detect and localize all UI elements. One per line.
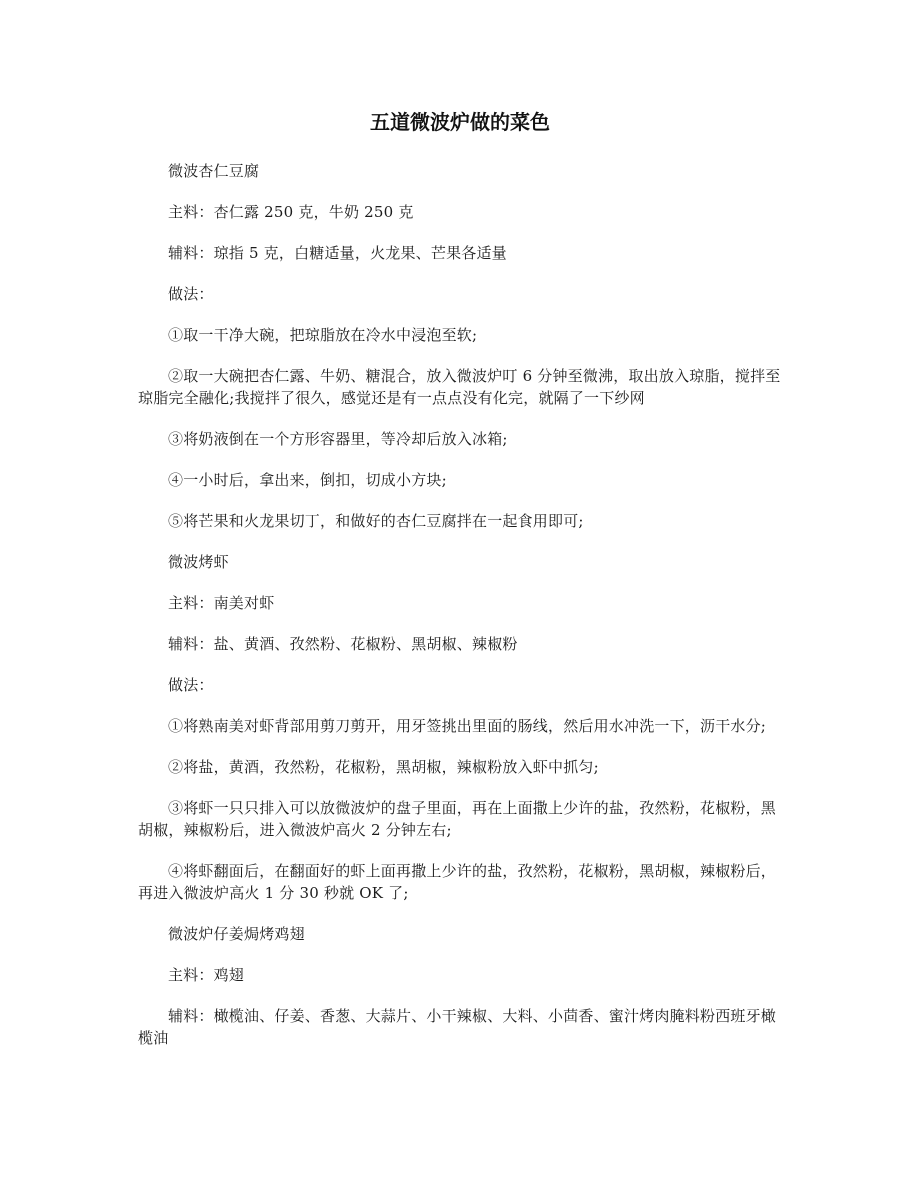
step-paragraph: ①取一干净大碗，把琼脂放在冷水中浸泡至软; xyxy=(168,326,478,344)
method-label: 做法： xyxy=(168,285,214,303)
section-heading-almond-tofu: 微波杏仁豆腐 xyxy=(168,162,260,180)
section-heading-shrimp: 微波烤虾 xyxy=(168,553,229,571)
step-paragraph: ②将盐，黄酒，孜然粉，花椒粉，黑胡椒，辣椒粉放入虾中抓匀; xyxy=(168,758,599,776)
step-paragraph: ④将虾翻面后，在翻面好的虾上面再撒上少许的盐，孜然粉，花椒粉，黑胡椒，辣椒粉后，再进入微波炉高火 1 分 30 秒就 OK 了; xyxy=(138,862,777,902)
section-heading-chicken-wings: 微波炉仔姜焗烤鸡翅 xyxy=(168,925,305,943)
step-paragraph: ③将奶液倒在一个方形容器里，等冷却后放入冰箱; xyxy=(168,430,508,448)
method-label: 做法： xyxy=(168,676,214,694)
auxiliary-ingredients: 辅料：橄榄油、仔姜、香葱、大蒜片、小干辣椒、大料、小茴香、蜜汁烤肉腌料粉西班牙橄榄油 xyxy=(138,1007,777,1047)
main-ingredients: 主料：南美对虾 xyxy=(168,594,275,612)
main-ingredients: 主料：杏仁露 250 克，牛奶 250 克 xyxy=(168,203,414,221)
main-ingredients: 主料：鸡翅 xyxy=(168,966,245,984)
step-paragraph: ④一小时后，拿出来，倒扣，切成小方块; xyxy=(168,471,447,489)
step-paragraph: ①将熟南美对虾背部用剪刀剪开，用牙签挑出里面的肠线，然后用水冲洗一下，沥干水分; xyxy=(168,717,767,735)
step-paragraph: ③将虾一只只排入可以放微波炉的盘子里面，再在上面撒上少许的盐，孜然粉，花椒粉，黑胡椒，辣椒粉后，进入微波炉高火 2 分钟左右; xyxy=(138,799,777,839)
step-paragraph: ②取一大碗把杏仁露、牛奶、糖混合，放入微波炉叮 6 分钟至微沸，取出放入琼脂，搅拌至琼脂完全融化;我搅拌了很久，感觉还是有一点点没有化完，就隔了一下纱网 xyxy=(138,367,781,407)
document-title: 五道微波炉做的菜色 xyxy=(370,110,550,134)
step-paragraph: ⑤将芒果和火龙果切丁，和做好的杏仁豆腐拌在一起食用即可; xyxy=(168,512,584,530)
auxiliary-ingredients: 辅料：琼指 5 克，白糖适量，火龙果、芒果各适量 xyxy=(168,244,507,262)
document-body xyxy=(138,160,784,1068)
auxiliary-ingredients: 辅料：盐、黄酒、孜然粉、花椒粉、黑胡椒、辣椒粉 xyxy=(168,635,518,653)
